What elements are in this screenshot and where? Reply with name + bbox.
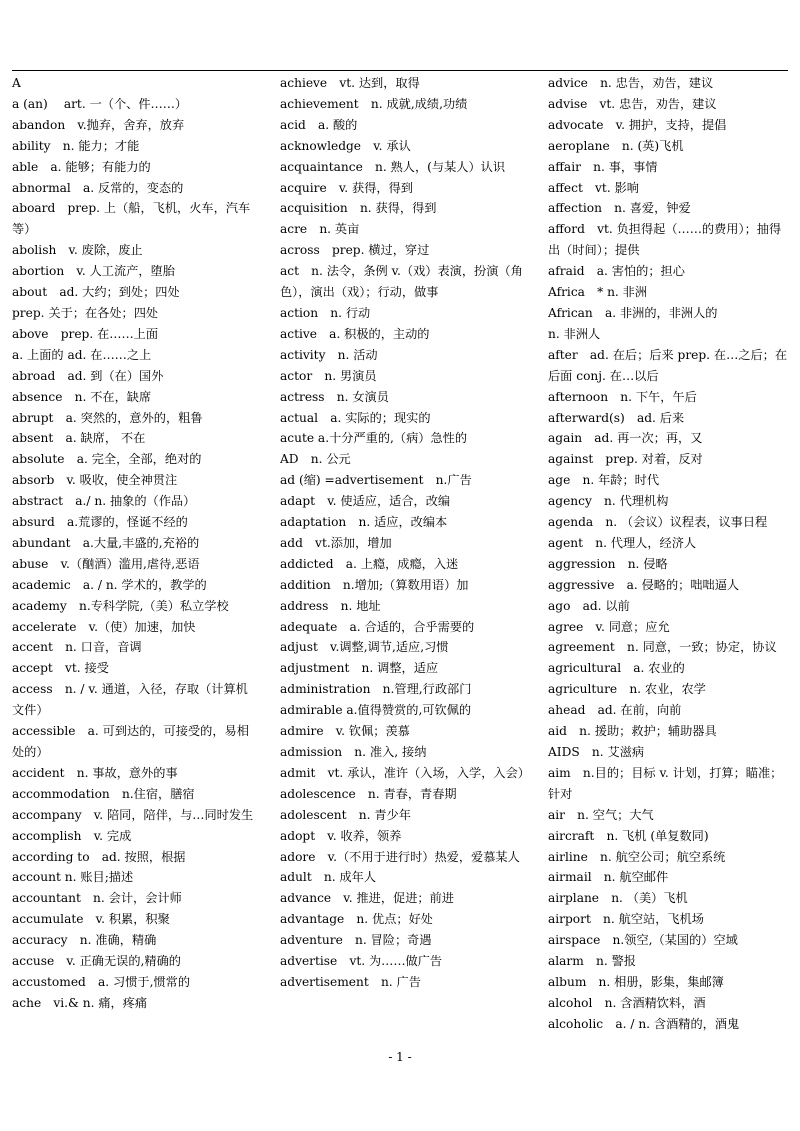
dictionary-entry: AIDS n. 艾滋病 — [548, 745, 645, 759]
dictionary-entry: abrupt a. 突然的，意外的，粗鲁 — [12, 410, 203, 425]
dictionary-entry: age n. 年龄；时代 — [548, 473, 660, 488]
dictionary-entry: accompany v. 陪同，陪伴，与…同时发生 — [12, 807, 254, 822]
dictionary-entry: agenda n. （会议）议程表，议事日程 — [548, 515, 768, 530]
dictionary-entry: ahead ad. 在前，向前 — [548, 703, 682, 718]
dictionary-entry: abroad ad. 到（在）国外 — [12, 368, 164, 383]
dictionary-entry: alarm n. 警报 — [548, 954, 636, 969]
dictionary-entry: adolescence n. 青春，青春期 — [280, 786, 457, 801]
dictionary-entry: advance v. 推进，促进；前进 — [280, 891, 454, 906]
dictionary-entry: accomplish v. 完成 — [12, 828, 132, 843]
dictionary-entry: admirable a.值得赞赏的,可钦佩的 — [280, 703, 472, 718]
dictionary-entry: against prep. 对着，反对 — [548, 452, 703, 467]
dictionary-entry: accident n. 事故，意外的事 — [12, 765, 178, 780]
dictionary-entry: agency n. 代理机构 — [548, 494, 669, 509]
dictionary-entry: airport n. 航空站，飞机场 — [548, 912, 704, 927]
dictionary-entry: absence n. 不在，缺席 — [12, 389, 152, 404]
dictionary-entry: alcoholic a. / n. 含酒精的，酒鬼 — [548, 1016, 740, 1031]
dictionary-entry: accuracy n. 准确，精确 — [12, 933, 157, 948]
dictionary-entry: advocate v. 拥护，支持，提倡 — [548, 117, 727, 132]
dictionary-entry: across prep. 横过，穿过 — [280, 243, 430, 258]
dictionary-entry: adapt v. 使适应，适合，改编 — [280, 494, 451, 509]
dictionary-entry: abandon v.抛弃，舍弃，放弃 — [12, 117, 185, 132]
dictionary-entry: aid n. 援助；救护；辅助器具 — [548, 724, 717, 739]
dictionary-entry: ability n. 能力；才能 — [12, 138, 140, 153]
dictionary-entry: access n. / v. 通道，入径，存取（计算机文件） — [12, 682, 248, 718]
dictionary-entry: address n. 地址 — [280, 598, 381, 613]
dictionary-entry: African a. 非洲的，非洲人的 — [548, 305, 718, 320]
dictionary-entry: airplane n. （美）飞机 — [548, 891, 688, 906]
dictionary-entry: absorb v. 吸收，使全神贯注 — [12, 473, 178, 488]
dictionary-entry: abolish v. 废除，废止 — [12, 243, 143, 258]
dictionary-entry: airline n. 航空公司；航空系统 — [548, 849, 726, 864]
dictionary-entry: actor n. 男演员 — [280, 368, 377, 383]
dictionary-entry: again ad. 再一次；再，又 — [548, 431, 703, 446]
dictionary-entry: above prep. 在……上面 — [12, 326, 159, 341]
dictionary-entry: according to ad. 按照，根据 — [12, 849, 186, 864]
dictionary-entry: adjustment n. 调整，适应 — [280, 661, 439, 676]
column-3 — [548, 73, 793, 1035]
dictionary-entry: adaptation n. 适应，改编本 — [280, 515, 448, 530]
dictionary-entry: addicted a. 上瘾，成瘾，入迷 — [280, 556, 459, 571]
dictionary-entry: addition n.增加;（算数用语）加 — [280, 577, 469, 592]
dictionary-entry: administration n.管理,行政部门 — [280, 682, 472, 697]
dictionary-entry: ago ad. 以前 — [548, 598, 630, 613]
dictionary-entry: ad (缩) =advertisement n.广告 — [280, 473, 472, 488]
dictionary-entry: act n. 法令，条例 v.（戏）表演，扮演（角色），演出（戏）；行动，做事 — [280, 264, 523, 300]
dictionary-entry: advantage n. 优点；好处 — [280, 912, 433, 927]
dictionary-entry: admit vt. 承认，准许（入场，入学，入会） — [280, 765, 530, 780]
dictionary-entry: accountant n. 会计，会计师 — [12, 891, 182, 906]
dictionary-entry: academic a. / n. 学术的，教学的 — [12, 577, 207, 592]
dictionary-entry: abnormal a. 反常的，变态的 — [12, 180, 184, 195]
dictionary-entry: n. 非洲人 — [548, 326, 601, 341]
dictionary-entry: abundant a.大量,丰盛的,充裕的 — [12, 535, 200, 550]
dictionary-entry: achieve vt. 达到，取得 — [280, 76, 420, 90]
dictionary-entry: advice n. 忠告，劝告，建议 — [548, 76, 714, 90]
dictionary-entry: agent n. 代理人，经济人 — [548, 535, 697, 550]
dictionary-entry: a (an) art. 一（个、件……） — [12, 96, 188, 111]
dictionary-entry: action n. 行动 — [280, 305, 371, 320]
dictionary-entry: accuse v. 正确无误的,精确的 — [12, 954, 181, 969]
column-1 — [12, 73, 260, 1014]
dictionary-entry: accent n. 口音，音调 — [12, 640, 142, 655]
dictionary-entry: abortion v. 人工流产，堕胎 — [12, 264, 175, 279]
dictionary-entry: alcohol n. 含酒精饮料，酒 — [548, 995, 706, 1010]
dictionary-entry: achievement n. 成就,成绩,功绩 — [280, 96, 468, 111]
dictionary-entry: aboard prep. 上（船，飞机，火车，汽车等） — [12, 201, 251, 237]
dictionary-entry: active a. 积极的，主动的 — [280, 326, 430, 341]
dictionary-entry: absurd a.荒谬的，怪诞不经的 — [12, 515, 188, 530]
dictionary-entry: accept vt. 接受 — [12, 661, 109, 676]
dictionary-entry: acquire v. 获得，得到 — [280, 180, 413, 195]
dictionary-entry: air n. 空气；大气 — [548, 807, 654, 822]
dictionary-entry: actual a. 实际的；现实的 — [280, 410, 431, 425]
dictionary-entry: adopt v. 收养，领养 — [280, 828, 402, 843]
dictionary-entry: agreement n. 同意，一致；协定，协议 — [548, 640, 777, 655]
dictionary-entry: affect vt. 影响 — [548, 180, 639, 195]
dictionary-entry: about ad. 大约；到处；四处 — [12, 285, 180, 300]
dictionary-entry: account n. 账目;描述 — [12, 870, 134, 885]
dictionary-entry: Africa * n. 非洲 — [548, 285, 648, 300]
page-number: - 1 - — [388, 1050, 412, 1064]
dictionary-entry: aircraft n. 飞机 (单复数同) — [548, 828, 709, 843]
dictionary-entry: acquaintance n. 熟人，(与某人）认识 — [280, 159, 506, 174]
dictionary-entry: acre n. 英亩 — [280, 222, 360, 237]
dictionary-entry: prep. 关于；在各处；四处 — [12, 305, 159, 320]
dictionary-entry: advise vt. 忠告，劝告，建议 — [548, 96, 717, 111]
dictionary-entry: acquisition n. 获得，得到 — [280, 201, 437, 216]
dictionary-entry: aggression n. 侵略 — [548, 556, 668, 571]
dictionary-entry: admission n. 准入, 接纳 — [280, 745, 427, 759]
dictionary-entry: absolute a. 完全，全部，绝对的 — [12, 452, 202, 467]
dictionary-entry: aim n.目的；目标 v. 计划，打算；瞄准；针对 — [548, 765, 783, 801]
dictionary-entry: afterward(s) ad. 后来 — [548, 410, 685, 425]
dictionary-entry: acute a.十分严重的,（病）急性的 — [280, 431, 468, 446]
dictionary-entry: adolescent n. 青少年 — [280, 807, 411, 822]
dictionary-entry: A — [12, 76, 21, 90]
dictionary-entry: advertisement n. 广告 — [280, 974, 421, 989]
dictionary-entry: abstract a./ n. 抽象的（作品） — [12, 494, 196, 509]
dictionary-entry: admire v. 钦佩；羡慕 — [280, 724, 410, 739]
dictionary-entry: accessible a. 可到达的，可接受的，易相处的） — [12, 724, 249, 759]
column-2 — [280, 73, 530, 993]
dictionary-entry: afternoon n. 下午，午后 — [548, 389, 697, 404]
dictionary-entry: actress n. 女演员 — [280, 389, 389, 404]
dictionary-entry: affection n. 喜爱，钟爱 — [548, 201, 691, 216]
dictionary-entry: adequate a. 合适的，合乎需要的 — [280, 619, 475, 634]
dictionary-entry: affair n. 事，事情 — [548, 159, 658, 174]
dictionary-entry: adore v.（不用于进行时）热爱，爱慕某人 — [280, 849, 520, 864]
dictionary-entry: adjust v.调整,调节,适应,习惯 — [280, 640, 449, 655]
dictionary-entry: adventure n. 冒险；奇遇 — [280, 933, 432, 948]
dictionary-entry: agricultural a. 农业的 — [548, 661, 685, 676]
dictionary-entry: acid a. 酸的 — [280, 117, 358, 132]
dictionary-entry: adult n. 成年人 — [280, 870, 377, 885]
dictionary-entry: accommodation n.住宿，膳宿 — [12, 786, 195, 801]
dictionary-entry: aggressive a. 侵略的；咄咄逼人 — [548, 577, 740, 592]
dictionary-entry: able a. 能够；有能力的 — [12, 159, 151, 174]
dictionary-entry: afraid a. 害怕的；担心 — [548, 264, 685, 279]
dictionary-entry: afford vt. 负担得起（……的费用）；抽得出（时间）；提供 — [548, 222, 782, 258]
dictionary-entry: advertise vt. 为……做广告 — [280, 954, 443, 969]
dictionary-entry: activity n. 活动 — [280, 347, 378, 362]
dictionary-entry: album n. 相册，影集，集邮簿 — [548, 974, 724, 989]
dictionary-entry: absent a. 缺席， 不在 — [12, 431, 146, 446]
dictionary-entry: agree v. 同意；应允 — [548, 619, 670, 634]
dictionary-entry: airspace n.领空,（某国的）空域 — [548, 933, 738, 948]
dictionary-entry: accelerate v.（使）加速，加快 — [12, 619, 196, 634]
dictionary-entry: ache vi.& n. 痛，疼痛 — [12, 995, 148, 1010]
dictionary-entry: a. 上面的 ad. 在……之上 — [12, 347, 152, 362]
dictionary-entry: academy n.专科学院,（美）私立学校 — [12, 598, 229, 613]
dictionary-entry: agriculture n. 农业，农学 — [548, 682, 706, 697]
dictionary-entry: accustomed a. 习惯于,惯常的 — [12, 974, 191, 989]
dictionary-entry: airmail n. 航空邮件 — [548, 870, 669, 885]
dictionary-entry: acknowledge v. 承认 — [280, 138, 411, 153]
dictionary-entry: abuse v.（酗酒）滥用,虐待,恶语 — [12, 556, 200, 571]
dictionary-entry: AD n. 公元 — [280, 452, 351, 467]
dictionary-entry: add vt.添加，增加 — [280, 535, 392, 550]
header-rule — [12, 70, 788, 71]
dictionary-entry: accumulate v. 积累，积聚 — [12, 912, 170, 927]
dictionary-entry: after ad. 在后；后来 prep. 在…之后；在 后面 conj. 在…以后 — [548, 347, 788, 383]
dictionary-entry: aeroplane n. (英)飞机 — [548, 138, 684, 153]
